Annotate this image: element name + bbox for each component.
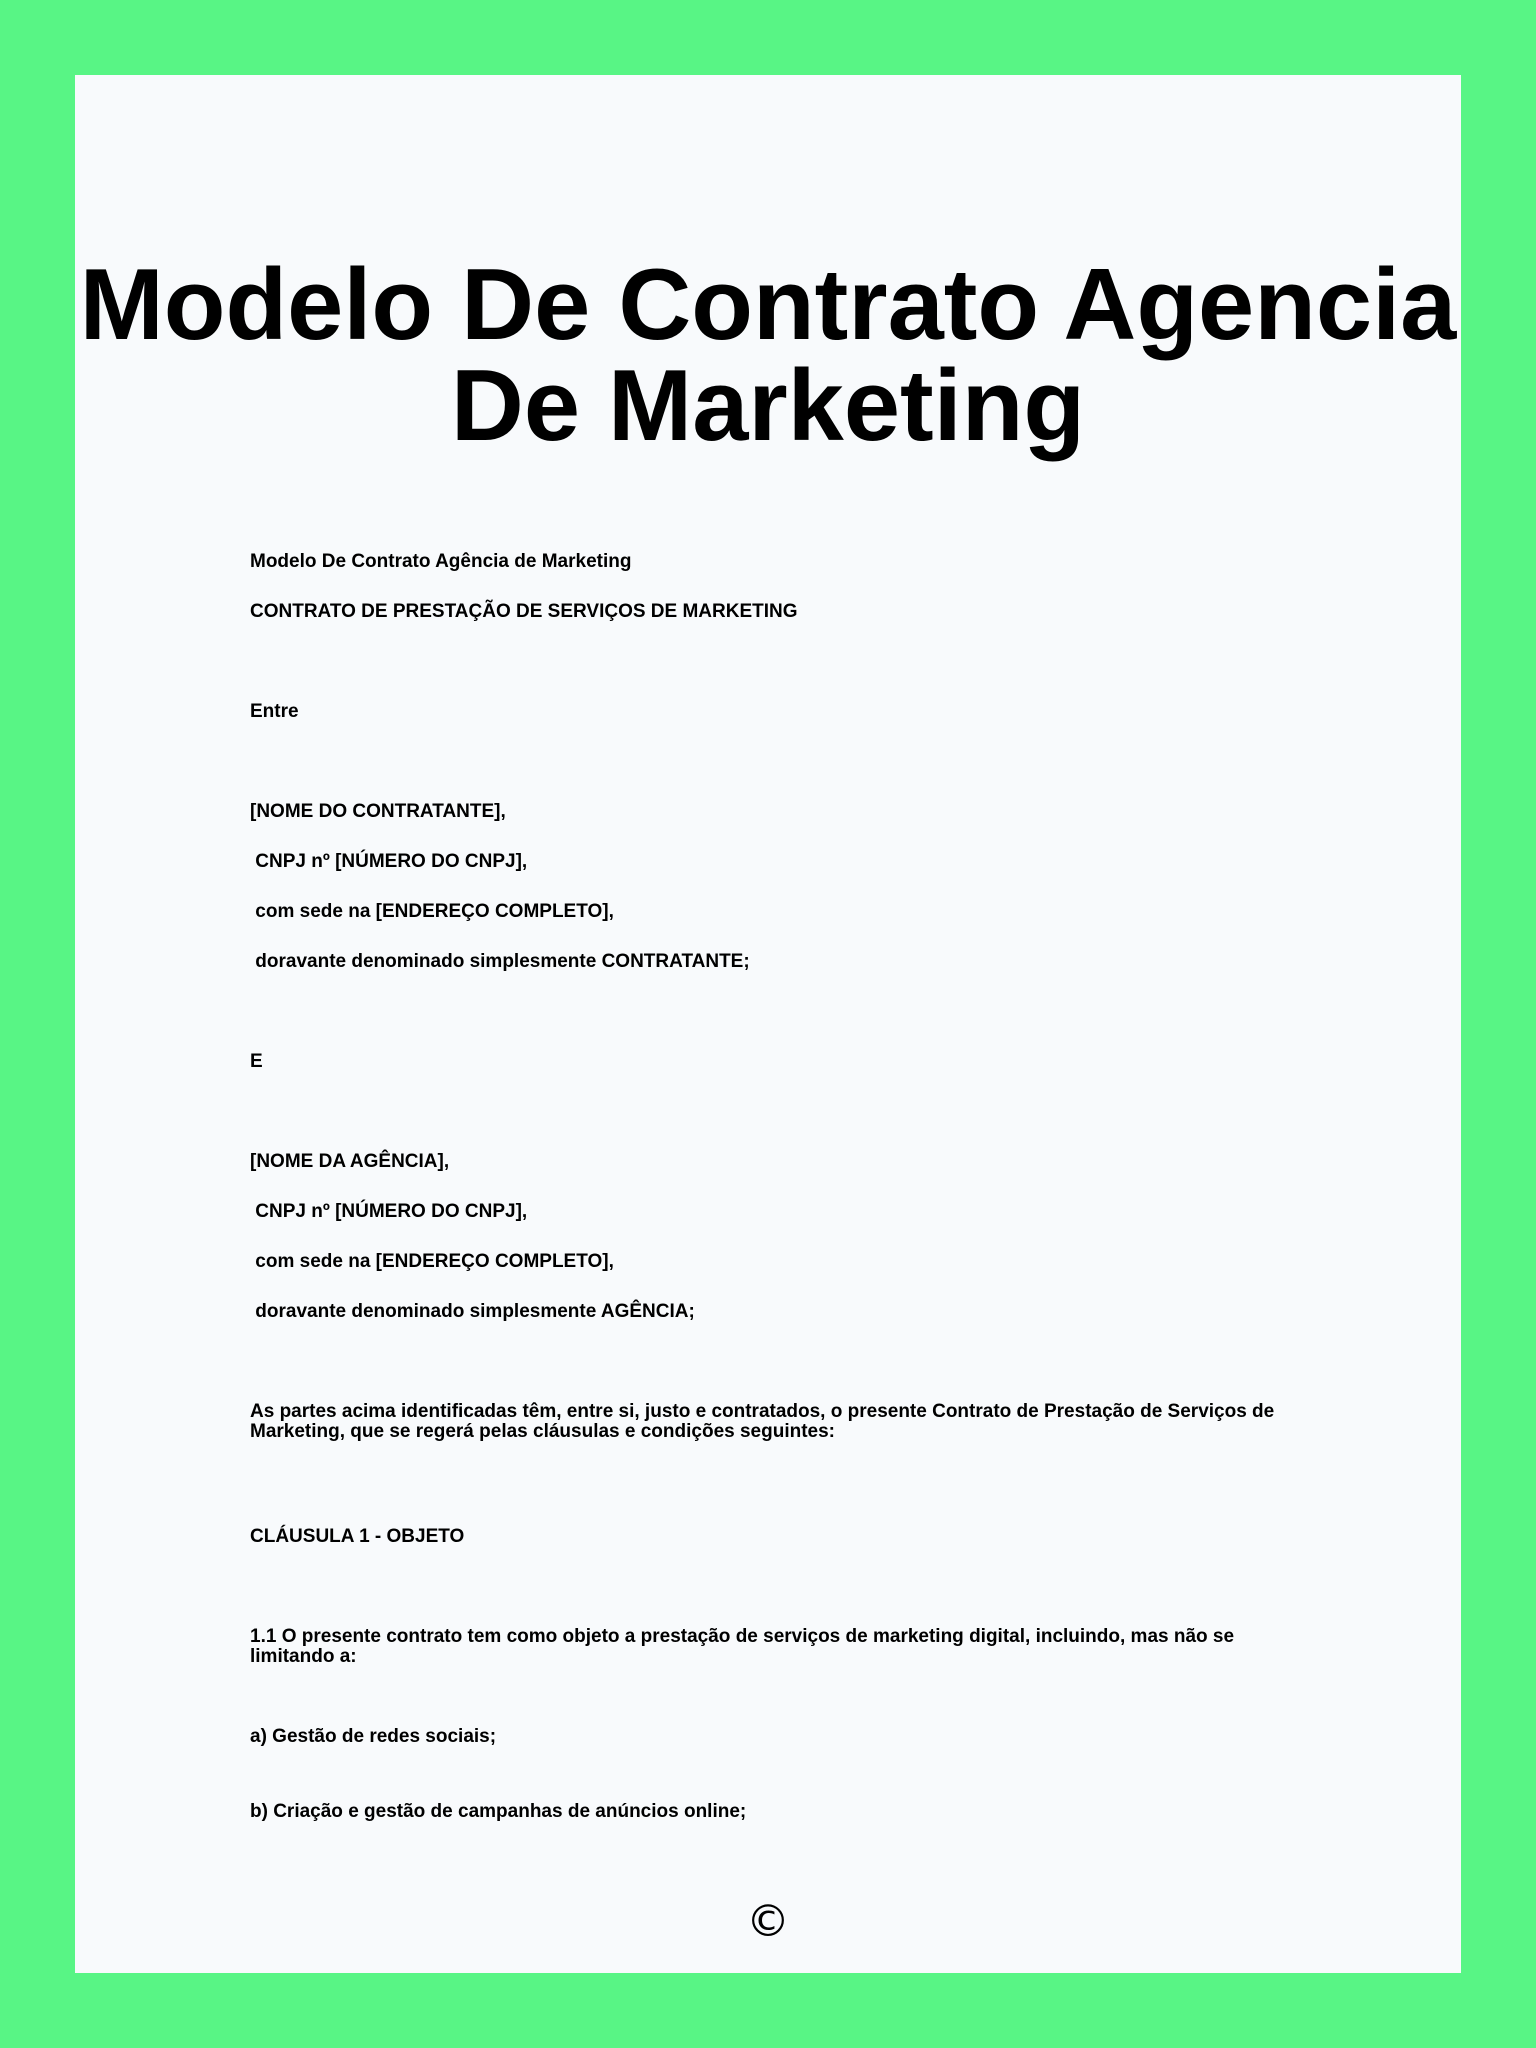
list-item-b: b) Criação e gestão de campanhas de anúncios online; bbox=[250, 1801, 747, 1822]
contractor-address: com sede na [ENDEREÇO COMPLETO], bbox=[250, 901, 614, 922]
agency-address: com sede na [ENDEREÇO COMPLETO], bbox=[250, 1251, 614, 1272]
clause-1-heading: CLÁUSULA 1 - OBJETO bbox=[250, 1526, 465, 1547]
agency-name: [NOME DA AGÊNCIA], bbox=[250, 1151, 450, 1172]
agency-cnpj: CNPJ nº [NÚMERO DO CNPJ], bbox=[250, 1201, 528, 1222]
contractor-cnpj: CNPJ nº [NÚMERO DO CNPJ], bbox=[250, 851, 528, 872]
document-subtitle: Modelo De Contrato Agência de Marketing bbox=[250, 551, 632, 572]
clause-1-1: 1.1 O presente contrato tem como objeto a prestação de serviços de marketing digital, incluindo, mas não se limitando a: bbox=[250, 1626, 1235, 1667]
contract-heading: CONTRATO DE PRESTAÇÃO DE SERVIÇOS DE MARKETING bbox=[250, 601, 798, 622]
paragraph-and: E bbox=[250, 1051, 263, 1072]
contractor-designation: doravante denominado simplesmente CONTRATANTE; bbox=[250, 951, 750, 972]
title-line-2: De Marketing bbox=[450, 350, 1086, 462]
copyright-icon: © bbox=[746, 1896, 790, 1947]
document-title bbox=[75, 249, 1461, 462]
list-item-a: a) Gestão de redes sociais; bbox=[250, 1726, 497, 1747]
title-line-1: Modelo De Contrato Agencia bbox=[79, 249, 1457, 361]
contractor-name: [NOME DO CONTRATANTE], bbox=[250, 801, 506, 822]
paragraph-between: Entre bbox=[250, 701, 299, 722]
parties-agreement: As partes acima identificadas têm, entre si, justo e contratados, o presente Contrato de Prestação de Serviços de Marketing, que se regerá pelas cláusulas e condições seguintes: bbox=[250, 1401, 1275, 1442]
document-page bbox=[75, 75, 1461, 1973]
agency-designation: doravante denominado simplesmente AGÊNCIA; bbox=[250, 1301, 695, 1322]
